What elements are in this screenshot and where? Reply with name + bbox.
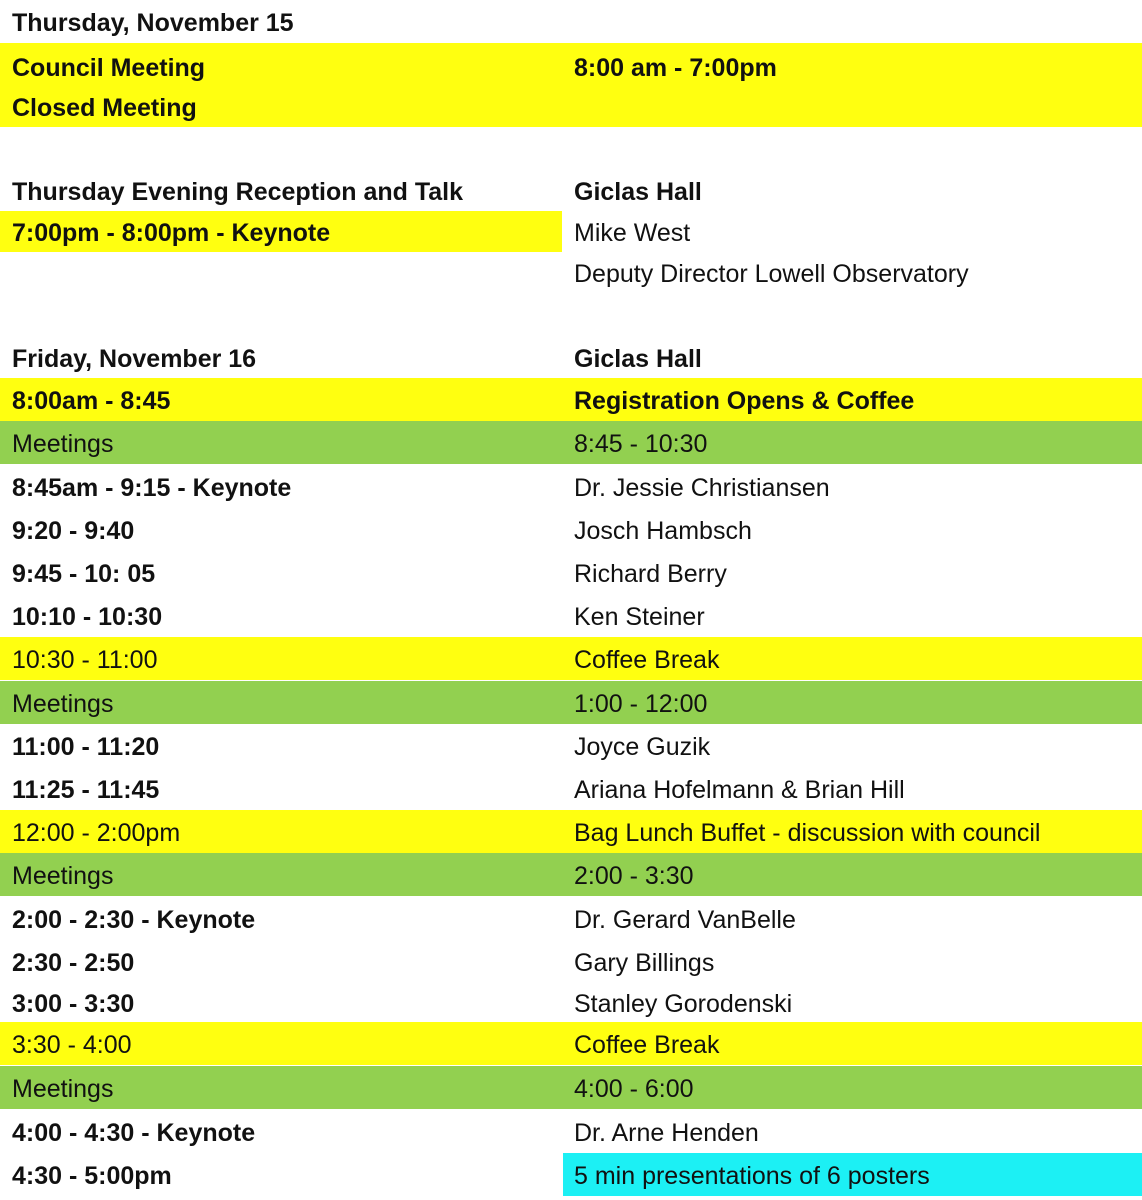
schedule-time: 3:30 - 4:00	[12, 1031, 132, 1059]
schedule-time: 11:25 - 11:45	[12, 776, 160, 804]
schedule-time: 8:00am - 8:45	[12, 387, 171, 415]
evening-speaker-title: Deputy Director Lowell Observatory	[574, 260, 969, 288]
schedule-time: 3:00 - 3:30	[12, 990, 135, 1018]
friday-date: Friday, November 16	[12, 345, 257, 373]
schedule-detail: Ken Steiner	[574, 603, 705, 631]
highlight-band	[0, 1022, 1142, 1065]
schedule-time: 9:45 - 10: 05	[12, 560, 156, 588]
schedule-detail: Stanley Gorodenski	[574, 990, 793, 1018]
highlight-band	[0, 378, 1142, 421]
evening-venue: Giclas Hall	[574, 178, 702, 206]
council-time: 8:00 am - 7:00pm	[574, 54, 777, 82]
evening-title: Thursday Evening Reception and Talk	[12, 178, 464, 206]
schedule-time: 10:30 - 11:00	[12, 646, 158, 674]
schedule-detail: Coffee Break	[574, 646, 720, 674]
schedule-time: Meetings	[12, 430, 114, 458]
schedule-time: Meetings	[12, 862, 114, 890]
closed-label: Closed Meeting	[12, 94, 197, 122]
schedule-detail: 4:00 - 6:00	[574, 1075, 694, 1103]
schedule-time: 10:10 - 10:30	[12, 603, 163, 631]
meetings-band	[0, 853, 1142, 896]
schedule-detail: Coffee Break	[574, 1031, 720, 1059]
schedule-detail: 1:00 - 12:00	[574, 690, 708, 718]
schedule-detail: Dr. Gerard VanBelle	[574, 906, 796, 934]
schedule-detail: 8:45 - 10:30	[574, 430, 708, 458]
schedule-time: 2:00 - 2:30 - Keynote	[12, 906, 256, 934]
schedule-detail: Registration Opens & Coffee	[574, 387, 915, 415]
schedule-detail: Richard Berry	[574, 560, 727, 588]
schedule-detail: Ariana Hofelmann & Brian Hill	[574, 776, 905, 804]
schedule-time: 12:00 - 2:00pm	[12, 819, 181, 847]
schedule-detail: Dr. Jessie Christiansen	[574, 474, 830, 502]
schedule-time: 8:45am - 9:15 - Keynote	[12, 474, 292, 502]
schedule-detail: Gary Billings	[574, 949, 715, 977]
schedule-time: 9:20 - 9:40	[12, 517, 135, 545]
schedule-time: 4:00 - 4:30 - Keynote	[12, 1119, 256, 1147]
evening-keynote-time: 7:00pm - 8:00pm - Keynote	[12, 219, 331, 247]
schedule-detail: 2:00 - 3:30	[574, 862, 694, 890]
schedule-detail: Dr. Arne Henden	[574, 1119, 759, 1147]
schedule-detail: Josch Hambsch	[574, 517, 752, 545]
schedule-time: Meetings	[12, 690, 114, 718]
friday-venue: Giclas Hall	[574, 345, 702, 373]
schedule-time: 11:00 - 11:20	[12, 733, 160, 761]
highlight-band	[0, 637, 1142, 680]
schedule-time: 2:30 - 2:50	[12, 949, 135, 977]
council-label: Council Meeting	[12, 54, 206, 82]
schedule-detail: Bag Lunch Buffet - discussion with council	[574, 819, 1041, 847]
meetings-band	[0, 421, 1142, 464]
evening-speaker: Mike West	[574, 219, 691, 247]
thursday-date: Thursday, November 15	[12, 9, 294, 37]
schedule-time: Meetings	[12, 1075, 114, 1103]
meetings-band	[0, 681, 1142, 724]
schedule-detail: 5 min presentations of 6 posters	[574, 1162, 930, 1190]
schedule-detail: Joyce Guzik	[574, 733, 711, 761]
schedule-time: 4:30 - 5:00pm	[12, 1162, 172, 1190]
meetings-band	[0, 1066, 1142, 1109]
